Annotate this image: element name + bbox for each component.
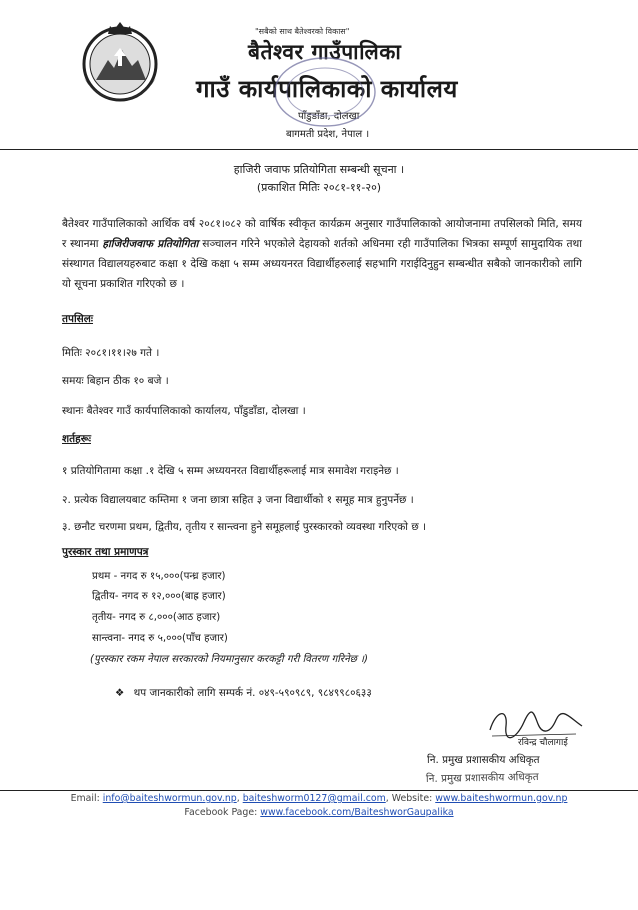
prize-item: द्वितीय- नगद रु १२,०००(बाह्र हजार) (92, 591, 226, 602)
office-address: पाँडुडाँडा, दोलखा (298, 111, 360, 122)
footer-contact-line: Email: info@baiteshwormun.gov.np, baiteshworm0127@gmail.com, Website: www.baiteshwormun.gov.np (70, 793, 568, 804)
condition-item: १ प्रतियोगितामा कक्षा .१ देखि ५ सम्म अध्ययनरत विद्यार्थीहरूलाई मात्र समावेश गराइनेछ । (62, 465, 399, 477)
conditions-heading: शर्तहरूः (62, 433, 91, 445)
website-label: Website: (391, 793, 433, 804)
publication-date: (प्रकाशित मितिः २०८१-११-२०) (256, 181, 382, 194)
email-link-gmail[interactable]: baiteshworm0127@gmail.com (242, 793, 386, 804)
notice-body-part1: बैतेश्वर गाउँपालिकाको आर्थिक वर्ष २०८१।०८२ को वार्षिक स्वीकृत कार्यक्रम अनुसार गाउँपालिकाको आयोजनामा तपसिलको मिति, समय र स्थानमा (62, 218, 582, 250)
condition-item: २. प्रत्येक विद्यालयबाट कम्तिमा १ जना छात्रा सहित ३ जना विद्यार्थीको १ समूह मात्र हुनुपर्नेछ । (62, 494, 414, 506)
municipality-name: बैतेश्वर गाउँपालिका (248, 40, 402, 64)
email-label: Email: (70, 793, 100, 804)
prize-item: तृतीय- नगद रु ८,०००(आठ हजार) (92, 612, 221, 623)
footer-divider (0, 790, 638, 791)
condition-item: ३. छनौट चरणमा प्रथम, द्वितीय, तृतीय र सान्त्वना हुने समूहलाई पुरस्कारको व्यवस्था गरिएको छ । (62, 521, 427, 533)
footer-facebook-line (0, 807, 638, 818)
designation-stamp: नि. प्रमुख प्रशासकीय अधिकृत (425, 771, 539, 785)
event-venue: स्थानः बैतेश्वर गाउँ कार्यपालिकाको कार्यालय, पाँडुडाँडा, दोलखा । (62, 405, 306, 417)
contact-line (115, 686, 372, 700)
nepal-government-emblem-icon (78, 20, 162, 104)
notice-body-part2: सञ्चालन गरिने भएकोले देहायको शर्तको अधिनमा रही गाउँपालिका भित्रका सम्पूर्ण सामुदायिक तथा संस्थागत विद्यालयहरुबाट कक्षा १ देखि कक्षा ५ सम्म अध्ययनरत विद्यार्थीहरुलाई सहभागि गराईदिनुहुन सम्बन्धीत सबैको जानकारीको लागि यो सूचना प्रकाशित गरिएको छ । (62, 238, 582, 290)
facebook-label: Facebook Page: (184, 807, 258, 818)
email-link-info[interactable]: info@baiteshwormun.gov.np (102, 793, 237, 804)
prize-item: प्रथम - नगद रु १५,०००(पन्ध्र हजार) (92, 571, 226, 582)
event-date: मितिः २०८१।११।२७ गते । (62, 347, 160, 359)
motto: "सबैको साथ बैतेश्वरको विकास" (255, 27, 350, 36)
diamond-bullet-icon: ❖ (115, 687, 125, 699)
office-seal-stamp (270, 52, 380, 132)
website-link[interactable]: www.baiteshwormun.gov.np (435, 793, 568, 804)
prizes-heading: पुरस्कार तथा प्रमाणपत्र (62, 546, 149, 558)
signatory-designation: नि. प्रमुख प्रशासकीय अधिकृत (427, 754, 540, 766)
notice-body (62, 214, 582, 294)
province-name: बागमती प्रदेश, नेपाल । (286, 129, 370, 140)
details-heading: तपसिलः (62, 313, 94, 325)
notice-title: हाजिरी जवाफ प्रतियोगिता सम्बन्धी सूचना । (233, 163, 405, 176)
signatory-name: रविन्द्र चौलागाई (518, 738, 568, 748)
office-name: गाउँ कार्यपालिकाको कार्यालय (196, 75, 458, 103)
event-time: समयः बिहान ठीक १० बजे । (62, 375, 169, 387)
prize-tax-note: (पुरस्कार रकम नेपाल सरकारको नियमानुसार करकट्टी गरी वितरण गरिनेछ ।) (90, 654, 368, 665)
contact-text: थप जानकारीको लागि सम्पर्क नं. ०४९-५९०९८९, ९८४९९८०६३३ (133, 687, 372, 699)
facebook-link[interactable]: www.facebook.com/BaiteshworGaupalika (260, 807, 454, 818)
competition-name: हाजिरीजवाफ प्रतियोगिता (102, 238, 199, 250)
prize-item: सान्त्वना- नगद रु ५,०००(पाँच हजार) (92, 633, 228, 644)
header-divider (0, 149, 638, 150)
